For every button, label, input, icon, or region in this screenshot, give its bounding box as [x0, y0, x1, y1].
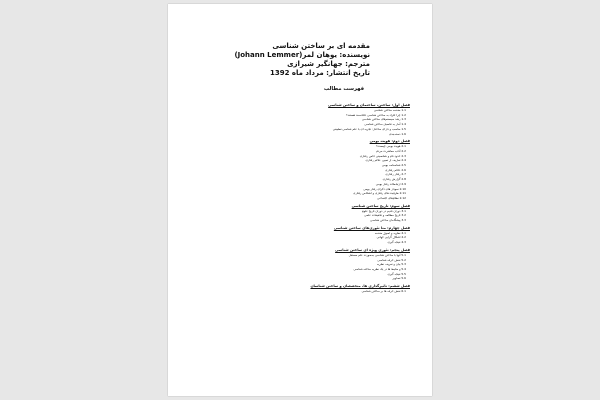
chapter-heading: فصل پنجم: تئوری ویژه ای ساختن شناسی [335, 247, 410, 252]
toc-item: 2.1 هویت بومی چیست؟ [376, 144, 406, 149]
toc-item: 2.3 حدود نام و شخصیتی خاص رفتاری [359, 153, 406, 158]
toc-item: 2.10 نمودار های ذکرای رفتار بومی [363, 186, 406, 191]
toc-item: 2.6 علائم رفتاری [385, 167, 406, 172]
chapter-heading: فصل سوم: تاریخ ساختن شناسی [351, 203, 410, 208]
toc-item: 4.2 اشکال گرایی جهانی [376, 235, 406, 240]
publish-date-line: تاریخ انتشار: مرداد ماه 1392 [269, 69, 370, 77]
translator-line: مترجم: جهانگیر شیرازی [287, 60, 370, 68]
chapter-heading: فصل اول: ساختن، ساختمان و ساختن شناسی [328, 103, 410, 107]
toc-item: 2.11 ظرفیت های رفتاری و اشخاص رفتاری [353, 191, 406, 196]
toc-item: 1.4 آمار به تحصیل ساختن شناسی [364, 122, 406, 127]
toc-item: 2.7 رفتار رفتاری [385, 172, 406, 177]
toc-item: 2.2 آداب معاشرت مردم [376, 148, 406, 153]
toc-item: 3.2 تاریخ مطالعه و تحقیقات علمی [364, 213, 406, 218]
chapter-heading: فصل دوم: هویت بومی [369, 139, 410, 144]
toc-item: 5.1 آنها با ساختن شناسی به‌صورت علم مستقل [348, 252, 406, 257]
toc-item: 4.3 نتیجه گیری [387, 240, 406, 245]
toc-item: 2.8 گزارش رفتاری [382, 177, 406, 182]
book-title: مقدمه ای بر ساختن شناسی [272, 42, 370, 50]
toc-item: 6.1 نقش حرفه ها بر ساختن شناسی [361, 289, 406, 294]
toc-item: 5.2 نقش حرفه شناسی [377, 257, 406, 262]
document-header [190, 42, 410, 78]
toc-item: 5.6 تصاویر [392, 276, 406, 281]
chapter-heading: فصل چهارم: متا تئوری‌های ساختن شناسی [333, 225, 410, 230]
toc-item: 1.5 مناسب و دارای ساختار: تجربه ای با علم شناسی تطبیقی [332, 126, 406, 131]
toc-item: 1.6 دسته‌بندی [388, 131, 406, 136]
document-page [168, 4, 432, 396]
toc-item: 1.1 مقدمه ساختن شناسی [373, 108, 406, 112]
toc-item: 2.4 تعاریف از تعبیر، علائم رفتاری [365, 158, 406, 163]
toc-item: 3.1 دوران قدیم در دوران تاریخ علوم [361, 208, 406, 213]
toc-item: 5.5 نتیجه گیری [387, 271, 406, 276]
toc-item: 2.9 ارتباطات رفتار بومی [375, 181, 406, 186]
toc-item: 4.1 نظریه و اصول مقدمه [374, 230, 406, 235]
toc-item: 5.4 و محیط ها در یک نظریه ساخته شناسی [353, 266, 406, 271]
toc-item: 1.2 چرا افراد به ساختن شناسی علاقه‌مند هستند؟ [346, 112, 406, 117]
toc-item: 2.12 نظام‌های اجتماعی [377, 195, 406, 200]
toc-item: 3.3 پیشگامان ساختن شناسی [370, 218, 406, 223]
toc-title: فهرست مطالب [323, 86, 364, 92]
toc-item: 1.3 رشد سیستم‌های ساختن شناسی [361, 117, 406, 122]
table-of-contents [190, 102, 410, 294]
toc-item: 5.3 بیان و تعریف نظریه [376, 262, 406, 267]
chapter-heading: فصل ششم: تاثیرگذاری ها، متخصصان و ساختن شناسان [310, 284, 410, 289]
author-line: نویسنده: یوهان لمر(Johann Lemmer) [234, 51, 370, 59]
toc-item: 2.5 شناسنامه بومی [381, 163, 406, 168]
